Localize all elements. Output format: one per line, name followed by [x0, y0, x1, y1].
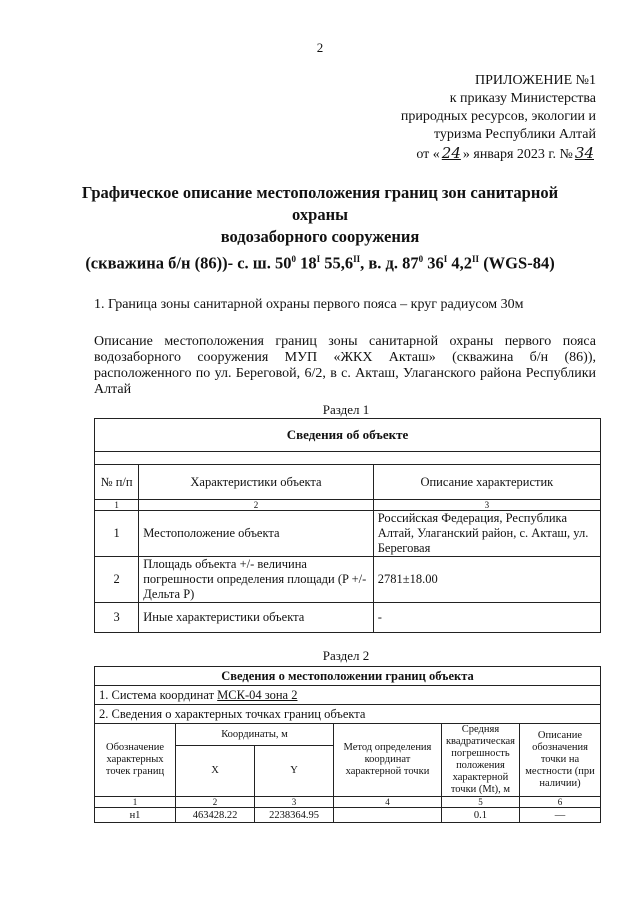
- column-number: 5: [441, 797, 519, 808]
- row-number: 1: [95, 511, 139, 557]
- appendix-line: к приказу Министерства: [449, 91, 596, 106]
- degree-mark: 0: [418, 254, 424, 264]
- page-number: 2: [316, 40, 324, 55]
- appendix-line: туризма Республики Алтай: [433, 127, 596, 142]
- title-coord-part: 36: [423, 253, 444, 273]
- boundary-points-table: [94, 666, 601, 823]
- column-header-method: Метод определения координат характерной точки: [334, 724, 442, 797]
- column-number: 1: [95, 797, 176, 808]
- title-line-1: Графическое описание местоположения границ зон санитарной: [81, 183, 559, 202]
- section-2-label: Раздел 2: [322, 648, 370, 663]
- coordinate-system-row: [95, 686, 601, 705]
- point-name: н1: [95, 808, 176, 823]
- date-middle: » января 2023 г. №: [462, 147, 573, 162]
- appendix-header: [401, 72, 596, 164]
- title-coord-part: (WGS-84): [479, 253, 555, 273]
- table-title: Сведения об объекте: [95, 419, 601, 452]
- row-characteristic: Местоположение объекта: [139, 511, 374, 557]
- title-coord-part: 18: [295, 253, 317, 273]
- row-value: 2781±18.00: [373, 557, 600, 603]
- point-x: 463428.22: [176, 808, 255, 823]
- column-header-characteristic: Характеристики объекта: [139, 465, 374, 500]
- title-line-3: водозаборного сооружения: [220, 227, 420, 246]
- coordinate-system-prefix: 1. Система координат: [99, 687, 218, 702]
- row-characteristic: Площадь объекта +/- величина погрешности определения площади (P +/- Дельта P): [139, 557, 374, 603]
- minute-mark: I: [316, 254, 321, 264]
- points-heading: 2. Сведения о характерных точках границ объекта: [95, 705, 601, 724]
- column-header-y: Y: [255, 746, 334, 797]
- object-info-table: [94, 418, 601, 633]
- section-1-label: Раздел 1: [322, 402, 370, 417]
- column-header-number: № п/п: [95, 465, 139, 500]
- column-header-point: Обозначение характерных точек границ: [95, 724, 176, 797]
- column-number: 1: [95, 500, 139, 511]
- degree-mark: 0: [291, 254, 296, 264]
- column-header-coordinates: Координаты, м: [176, 724, 334, 746]
- column-number: 3: [373, 500, 600, 511]
- column-header-point-description: Описание обозначения точки на местности (при наличии): [520, 724, 601, 797]
- column-number: 6: [520, 797, 601, 808]
- row-value: -: [373, 603, 600, 633]
- handwritten-day: 24: [441, 144, 461, 162]
- paragraph-zone-radius: 1. Граница зоны санитарной охраны первого пояса – круг радиусом 30м: [94, 297, 524, 312]
- table-row: [95, 808, 601, 823]
- row-value: Российская Федерация, Республика Алтай, Улаганский район, с. Акташ, ул. Береговая: [373, 511, 600, 557]
- appendix-date-line: [401, 144, 596, 164]
- column-number: 2: [176, 797, 255, 808]
- title-coord-part: 55,6: [320, 253, 354, 273]
- minute-mark: I: [443, 254, 448, 264]
- date-prefix: от «: [416, 147, 440, 162]
- column-header-error: Средняя квадратическая погрешность положения характерной точки (Mt), м: [441, 724, 519, 797]
- column-number: 3: [255, 797, 334, 808]
- table-spacer: [95, 452, 601, 465]
- table-row: [95, 603, 601, 633]
- title-coord-part: 4,2: [447, 253, 473, 273]
- table-title: Сведения о местоположении границ объекта: [95, 667, 601, 686]
- paragraph-location-description: Описание местоположения границ зоны санитарной охраны первого пояса водозаборного сооружения МУП «ЖКХ Акташ» (скважина б/н (86)), расположенного по ул. Береговой, 6/2, в с. Акташ, Улаганского района Республики Алтай: [94, 334, 596, 397]
- column-header-x: X: [176, 746, 255, 797]
- point-error: 0.1: [441, 808, 519, 823]
- table-row: [95, 557, 601, 603]
- point-description: —: [520, 808, 601, 823]
- handwritten-order-number: 34: [574, 144, 594, 162]
- title-coord-part: (скважина б/н (86))- с. ш. 50: [85, 253, 292, 273]
- table-row: [95, 511, 601, 557]
- row-characteristic: Иные характеристики объекта: [139, 603, 374, 633]
- row-number: 2: [95, 557, 139, 603]
- second-mark: II: [353, 254, 361, 264]
- point-method: [334, 808, 442, 823]
- document-title: [40, 182, 600, 275]
- appendix-line: природных ресурсов, экологии и: [400, 109, 596, 124]
- title-coord-part: , в. д. 87: [360, 253, 419, 273]
- column-number: 2: [139, 500, 374, 511]
- coordinate-system-value: МСК-04 зона 2: [217, 687, 298, 702]
- title-coordinates-line: [40, 248, 600, 275]
- title-line-2: охраны: [292, 205, 348, 224]
- second-mark: II: [472, 254, 480, 264]
- appendix-title: ПРИЛОЖЕНИЕ №1: [475, 73, 596, 88]
- row-number: 3: [95, 603, 139, 633]
- point-y: 2238364.95: [255, 808, 334, 823]
- column-header-description: Описание характеристик: [373, 465, 600, 500]
- column-number: 4: [334, 797, 442, 808]
